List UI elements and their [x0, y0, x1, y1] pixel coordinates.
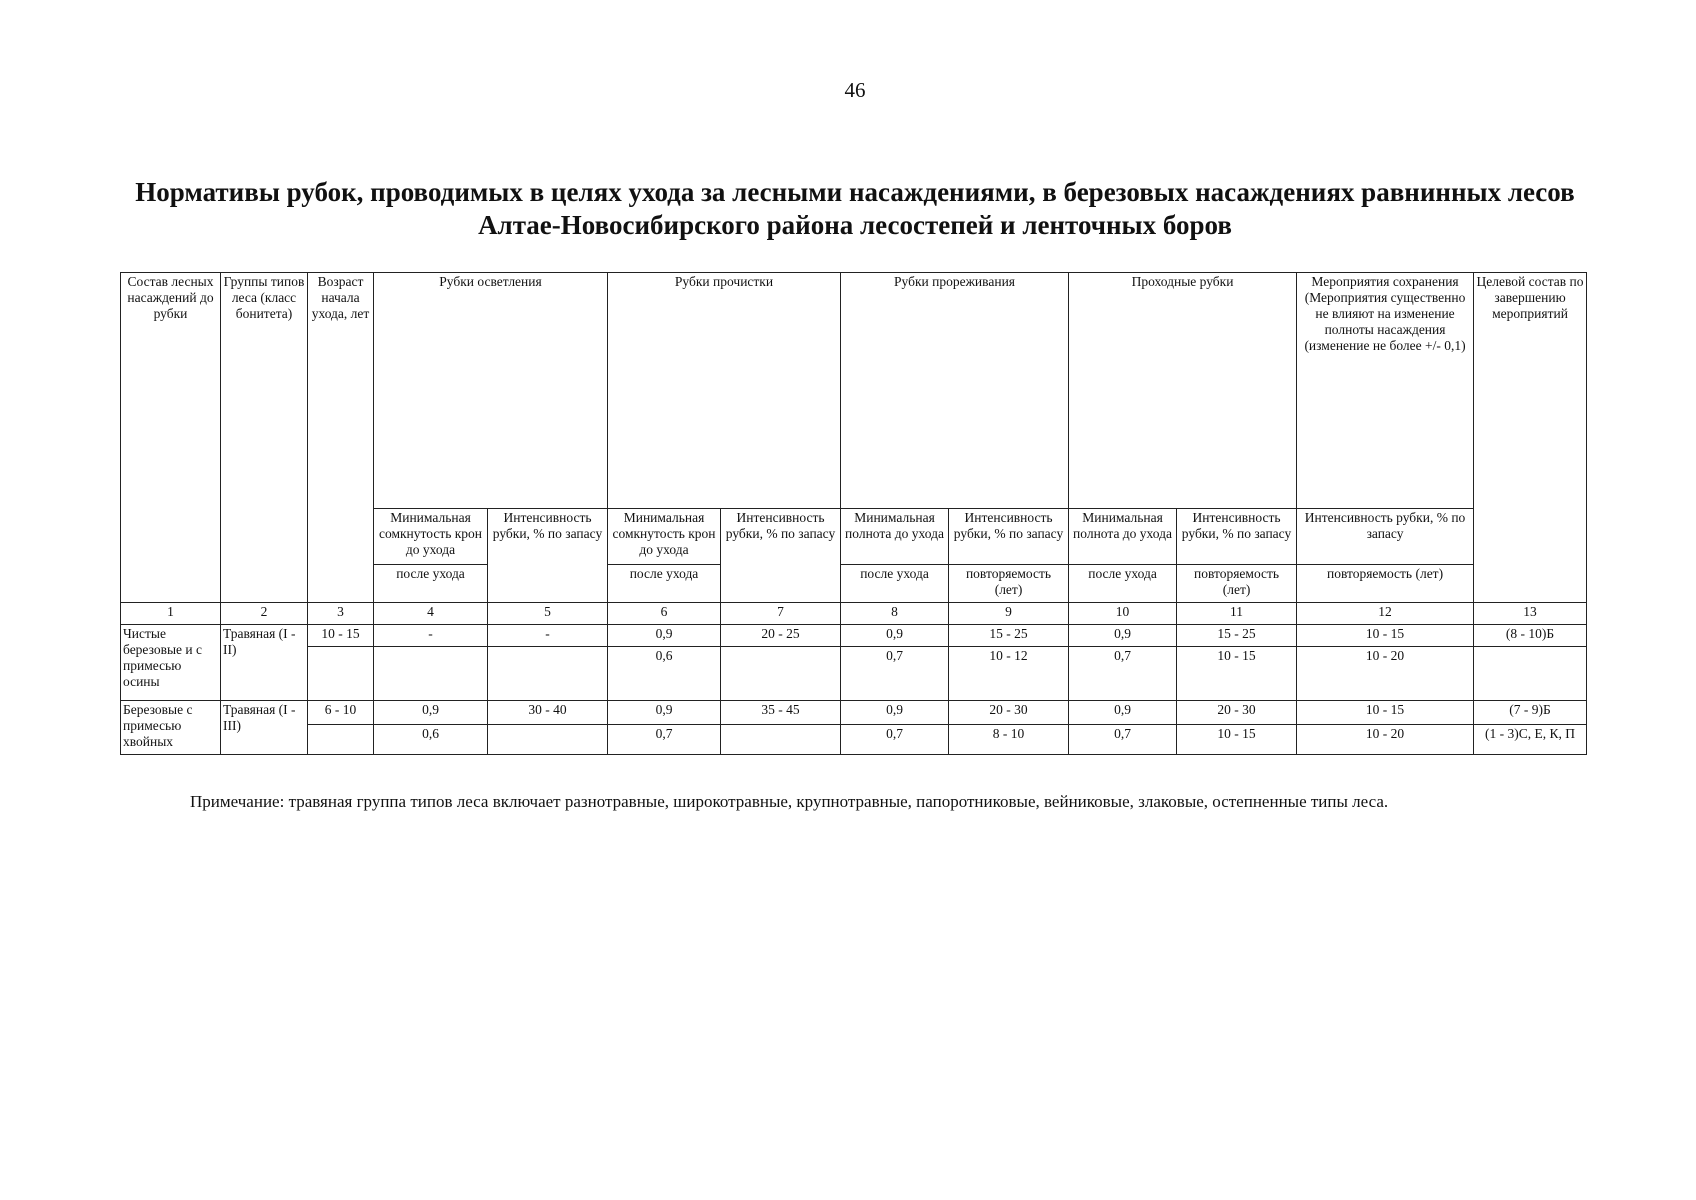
header-start-age: Возраст начала ухода, лет	[308, 273, 374, 603]
table-cell: 0,9	[608, 625, 721, 647]
table-cell: 20 - 25	[721, 625, 841, 647]
table-cell: 20 - 30	[1177, 701, 1297, 725]
table-note: Примечание: травяная группа типов леса включает разнотравные, широкотравные, крупнотравные, папоротниковые, вейниковые, злаковые, остепненные типы леса.	[190, 792, 1389, 811]
header-preservation: Мероприятия сохранения (Мероприятия существенно не влияют на изменение полноты насаждения (изменение не более +/- 0,1)	[1297, 273, 1474, 509]
table-cell: 10 - 15	[1297, 625, 1474, 647]
cell-start-age: 10 - 15	[308, 625, 374, 647]
table-cell	[488, 647, 608, 701]
table-cell: 10 - 12	[949, 647, 1069, 701]
table-cell: -	[488, 625, 608, 647]
header-composition: Состав лесных насаждений до рубки	[121, 273, 221, 603]
table-row	[121, 647, 1587, 701]
table-cell	[721, 725, 841, 755]
column-number: 3	[308, 603, 374, 625]
header-target: Целевой состав по завершению мероприятий	[1474, 273, 1587, 603]
header-intensity: Интенсивность рубки, % по запасу	[949, 509, 1069, 565]
table-cell: 0,9	[841, 625, 949, 647]
column-number: 8	[841, 603, 949, 625]
table-cell: 10 - 15	[1177, 725, 1297, 755]
page-number: 46	[844, 78, 866, 102]
table-cell	[374, 647, 488, 701]
table-cell: 10 - 20	[1297, 725, 1474, 755]
header-min-closure: Минимальная сомкнутость крон до ухода	[374, 509, 488, 565]
table-cell	[308, 647, 374, 701]
table-row	[121, 701, 1587, 725]
column-number: 4	[374, 603, 488, 625]
header-min-density: Минимальная полнота до ухода	[1069, 509, 1177, 565]
table-cell: 0,7	[1069, 725, 1177, 755]
table-cell: 0,9	[374, 701, 488, 725]
table-cell: 30 - 40	[488, 701, 608, 725]
header-thinning: Рубки прореживания	[841, 273, 1069, 509]
table-cell: 0,9	[1069, 625, 1177, 647]
table-row	[121, 625, 1587, 647]
header-after-care: после ухода	[841, 565, 949, 603]
cell-forest-group: Травяная (I - III)	[221, 701, 308, 755]
table-cell: (1 - 3)С, Е, К, П	[1474, 725, 1587, 755]
table-cell: 0,7	[841, 647, 949, 701]
column-number-row	[121, 603, 1587, 625]
table-cell	[488, 725, 608, 755]
table-cell: 0,7	[608, 725, 721, 755]
header-repeat: повторяемость (лет)	[949, 565, 1069, 603]
table-cell: 0,6	[608, 647, 721, 701]
table-cell: 0,9	[1069, 701, 1177, 725]
table-cell: 10 - 15	[1297, 701, 1474, 725]
column-number: 7	[721, 603, 841, 625]
table-cell	[1474, 647, 1587, 701]
table-cell	[308, 725, 374, 755]
cell-composition: Чистые березовые и с примесью осины	[121, 625, 221, 701]
table-cell: 10 - 15	[1177, 647, 1297, 701]
table-cell: 0,7	[1069, 647, 1177, 701]
table-cell: 0,9	[608, 701, 721, 725]
table-cell: 0,7	[841, 725, 949, 755]
page-title: Нормативы рубок, проводимых в целях ухода за лесными насаждениями, в березовых насаждениях равнинных лесов Алтае-Новосибирского района лесостепей и ленточных боров	[135, 177, 1575, 240]
table-cell: 15 - 25	[949, 625, 1069, 647]
header-repeat: повторяемость (лет)	[1297, 565, 1474, 603]
table-cell: 15 - 25	[1177, 625, 1297, 647]
header-min-density: Минимальная полнота до ухода	[841, 509, 949, 565]
column-number: 11	[1177, 603, 1297, 625]
header-repeat: повторяемость (лет)	[1177, 565, 1297, 603]
header-after-care: после ухода	[1069, 565, 1177, 603]
column-number: 10	[1069, 603, 1177, 625]
column-number: 12	[1297, 603, 1474, 625]
table-cell: -	[374, 625, 488, 647]
table-cell: 35 - 45	[721, 701, 841, 725]
table-cell: 0,9	[841, 701, 949, 725]
column-number: 5	[488, 603, 608, 625]
cell-composition: Березовые с примесью хвойных	[121, 701, 221, 755]
column-number: 9	[949, 603, 1069, 625]
norms-table	[120, 272, 1587, 755]
header-intensity: Интенсивность рубки, % по запасу	[721, 509, 841, 603]
table-row	[121, 725, 1587, 755]
table-cell: 0,6	[374, 725, 488, 755]
table-cell: 10 - 20	[1297, 647, 1474, 701]
header-passing: Проходные рубки	[1069, 273, 1297, 509]
column-number: 2	[221, 603, 308, 625]
header-min-closure: Минимальная сомкнутость крон до ухода	[608, 509, 721, 565]
header-intensity: Интенсивность рубки, % по запасу	[488, 509, 608, 603]
header-forest-group: Группы типов леса (класс бонитета)	[221, 273, 308, 603]
header-intensity: Интенсивность рубки, % по запасу	[1177, 509, 1297, 565]
table-cell: (7 - 9)Б	[1474, 701, 1587, 725]
header-intensity-pct: Интенсивность рубки, % по запасу	[1297, 509, 1474, 565]
column-number: 13	[1474, 603, 1587, 625]
table-cell: 20 - 30	[949, 701, 1069, 725]
column-number: 6	[608, 603, 721, 625]
header-lightening: Рубки осветления	[374, 273, 608, 509]
header-cleaning: Рубки прочистки	[608, 273, 841, 509]
cell-forest-group: Травяная (I - II)	[221, 625, 308, 701]
table-cell: (8 - 10)Б	[1474, 625, 1587, 647]
table-cell	[721, 647, 841, 701]
column-number: 1	[121, 603, 221, 625]
table-cell: 8 - 10	[949, 725, 1069, 755]
header-after-care: после ухода	[374, 565, 488, 603]
cell-start-age: 6 - 10	[308, 701, 374, 725]
header-after-care: после ухода	[608, 565, 721, 603]
header-row-main	[121, 273, 1587, 509]
